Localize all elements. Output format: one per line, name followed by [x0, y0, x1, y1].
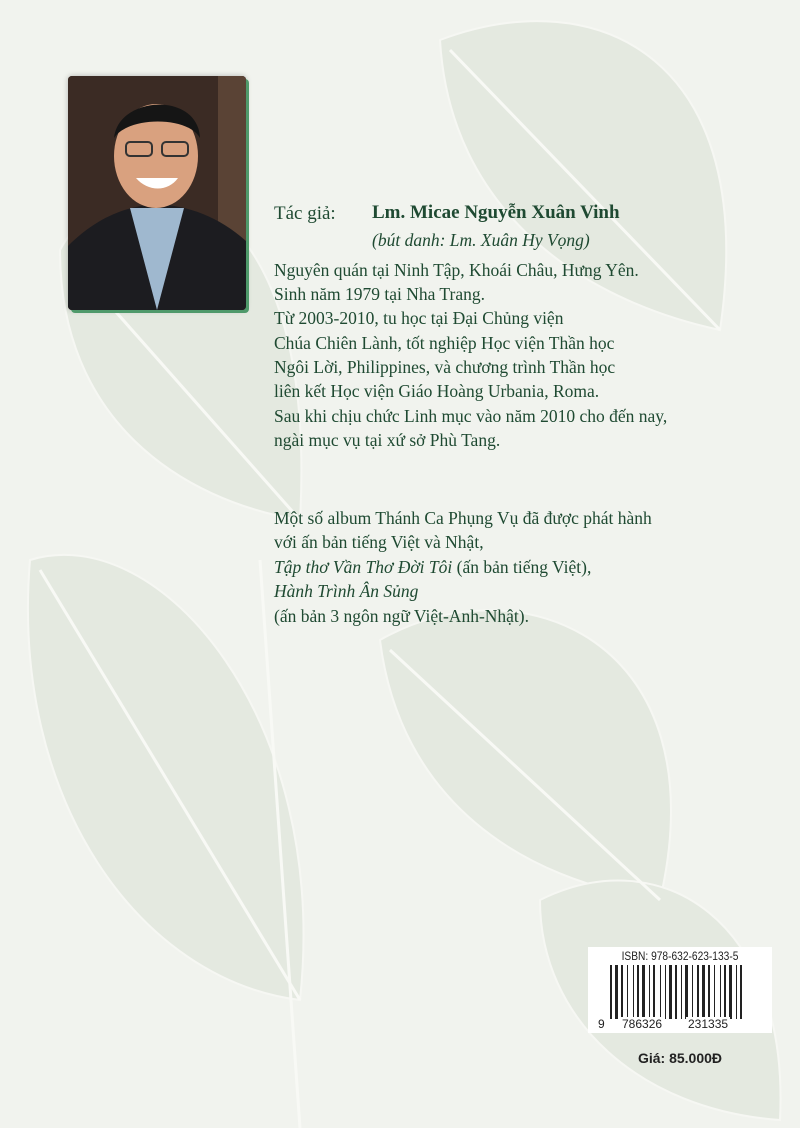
bio-line: Từ 2003-2010, tu học tại Đại Chủng viện: [274, 308, 564, 328]
barcode-bar: [627, 965, 628, 1019]
bio-line: liên kết Học viện Giáo Hoàng Urbania, Roma.: [274, 381, 600, 401]
barcode-bars: [588, 947, 772, 1033]
bio-line: Nguyên quán tại Ninh Tập, Khoái Châu, Hưng Yên.: [274, 260, 639, 280]
barcode-bar: [642, 965, 645, 1019]
barcode-bar: [708, 965, 710, 1019]
barcode-bar: [729, 965, 732, 1019]
author-label: Tác giả:: [274, 203, 336, 224]
barcode-bar: [702, 965, 705, 1019]
bio-line: Sau khi chịu chức Linh mục vào năm 2010 cho đến nay,: [274, 406, 668, 426]
price: Giá: 85.000Đ: [637, 1050, 723, 1066]
barcode-bar: [669, 965, 672, 1019]
barcode-bar: [724, 965, 726, 1019]
barcode-bar: [685, 965, 688, 1019]
barcode-bar: [697, 965, 699, 1019]
book-title: Hành Trình Ân Sủng: [274, 581, 419, 601]
book-title: Tập thơ Vần Thơ Đời Tôi: [274, 557, 453, 577]
barcode-digits: 786326: [622, 1017, 663, 1031]
pen-name: (bút danh: Lm. Xuân Hy Vọng): [372, 230, 590, 250]
barcode-bar: [736, 965, 737, 1019]
author-photo: [68, 76, 246, 310]
isbn-barcode: [588, 947, 772, 1033]
barcode-bar: [653, 965, 655, 1019]
barcode-bar: [714, 965, 715, 1019]
author-line: [274, 202, 336, 225]
isbn-label: ISBN: 978-632-623-133-5: [621, 949, 739, 963]
works-line: [274, 556, 591, 578]
barcode-bar: [615, 965, 618, 1019]
bio-line: Ngôi Lời, Philippines, và chương trình Thần học: [274, 357, 616, 377]
barcode-bar: [692, 965, 693, 1019]
barcode-bar: [633, 965, 634, 1019]
barcode-bar: [665, 965, 666, 1019]
works-line: với ấn bản tiếng Việt và Nhật,: [274, 532, 484, 552]
barcode-bar: [740, 965, 742, 1019]
barcode-bar: [675, 965, 677, 1019]
barcode-digit: 9: [598, 1017, 605, 1031]
author-name: Lm. Micae Nguyễn Xuân Vinh: [372, 202, 620, 223]
book-note: (ấn bản tiếng Việt),: [452, 557, 592, 577]
barcode-bar: [610, 965, 612, 1019]
barcode-bar: [621, 965, 623, 1019]
bio-line: Chúa Chiên Lành, tốt nghiệp Học viện Thần học: [274, 333, 615, 353]
bio-line: Sinh năm 1979 tại Nha Trang.: [274, 284, 485, 304]
barcode-bar: [649, 965, 650, 1019]
bio-line: ngài mục vụ tại xứ sở Phù Tang.: [274, 430, 501, 450]
barcode-bar: [720, 965, 721, 1019]
barcode-bar: [637, 965, 639, 1019]
barcode-bar: [681, 965, 682, 1019]
works-line: (ấn bản 3 ngôn ngữ Việt-Anh-Nhật).: [274, 606, 529, 626]
works-line: Một số album Thánh Ca Phụng Vụ đã được phát hành: [274, 508, 652, 528]
barcode-bar: [660, 965, 661, 1019]
barcode-digits: 231335: [688, 1017, 729, 1031]
